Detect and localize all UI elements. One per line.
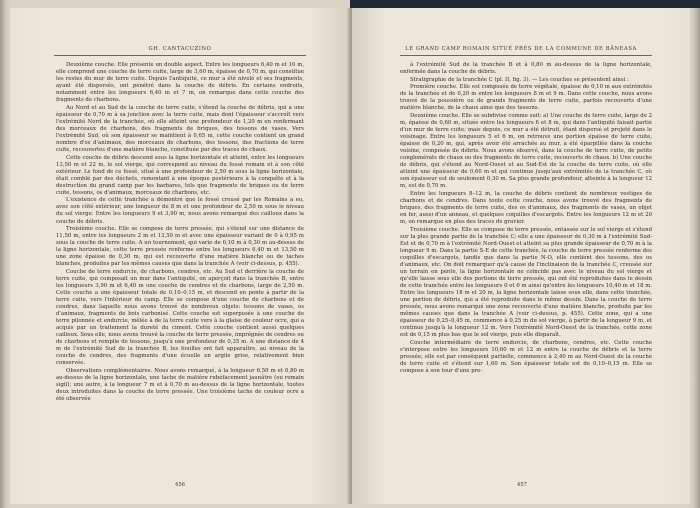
right-page-text	[400, 62, 652, 375]
running-head-right: LE GRAND CAMP ROMAIN SITUÉ PRÈS DE LA COMMUNE DE BĂNEASA	[405, 46, 637, 52]
paragraph: L'existence de cette tranchée a démontré que le fossé creusé par les Romains a eu, avec son côté extérieur, une longueur de 8 m et une profondeur de 2,50 m sous le niveau du sol vierge. Entre les longueurs 9 et 3,90 m, nous avons remarqué des cailloux dans la couche de débris.	[56, 197, 304, 225]
running-head-left: GH. CANTACUZINO	[148, 46, 212, 52]
paragraph: Deuxième couche. Elle présente un double aspect. Entre les longueurs 6,40 m et 10 m, elle comprend une couche de terre cuite, large de 3,60 m, épaisse de 0,70 m, qui constitue les restes du mur de terre cuite. Depuis l'antiquité, ce mur a été nivelé et ses fragments, ayant été dispersés, ont pénétré dans la couche de débris. En certains endroits, notamment entre les longueurs 6,40 m et 7 m, on remarque dans cette couche des fragments de charbons.	[56, 62, 304, 104]
right-page	[352, 8, 690, 504]
paragraph: Troisième couche. Elle se compose de terre pressée, entassée sur le sol vierge et s'étend sur la plus grande partie de la tranchée C; elle a une épaisseur de 0,30 m à l'extrémité Sud-Est et de 0,70 m à l'extrémité Nord-Ouest et atteint sa plus grande épaisseur de 0,70 m à la longueur 9 m. Dans la partie S-E de cette tranchée, la couche de terre pressée renferme des coquilles d'escargots, tandis que dans la partie N-O, elle contient des tessons, des os d'animaux, etc. On doit remarquer qu'à cause de l'inclinaison de la tranchée C, creusée sur un terrain en pente, la ligne horizontale ne coïncide pas avec le niveau du sol vierge et qu'elle laisse sous elle des portions de terre pressée, qui ont été reproduites dans le dessin de cette tranchée entre les longueurs 0 et 6 m ainsi qu'entre les longueurs 10,40 m et 18 m. Entre les longueurs 18 m et 20 m, la ligne horizontale laisse sous elle, dans cette tranchée, une portion de débris, qui a été reproduite dans le même dessin. Dans la couche de terre pressée, nous avons remarqué une zone recouverte d'une matière blanche, produite par les mêmes causes que dans la tranchée A (voir ci-dessus, p. 455). Cette zone, qui a une épaisseur de 0,25–0,45 m, commence à 0,25 m du sol vierge, à partir de la longueur 9 m, et continue jusqu'à la longueur 12 m. Vers l'extrémité Nord-Ouest de la tranchée, cette zone est de 0,15 m plus bas que le sol vierge, puis elle disparaît.	[400, 226, 652, 339]
paragraph: Au Nord et au Sud de la couche de terre cuite, s'étend la couche de débris, qui a une épaisseur de 0,70 m à sa jonction avec la terre cuite, mais dont l'épaisseur s'accroît vers l'extrémité Nord de la tranchée, où elle atteint une profondeur de 1,20 m en renfermant des morceaux de charbons, des fragments de briques, des tessons de vases. Vers l'extrémité Sud, où son épaisseur se maintient à 0,65 m, cette couche contient un grand nombre d'os d'animaux, des morceaux de charbons, des tessons, des fractions de terre cuite, recouvertes d'une matière blanche, constituée par des traces de chaux.	[56, 104, 304, 154]
paragraph: Couche de terre endurcie, de charbons, cendres, etc. Au Sud et derrière la couche de terre cuite, qui composait un mur dans l'antiquité, on aperçoit dans la tranchée B, entre les longueurs 3,90 m et 6,40 m une couche de cendres et de charbons, large de 2,50 m. Cette couche a une épaisseur totale de 0,10–0,15 m, et descend en pente à partir de la terre cuite, vers l'intérieur du camp. Elle se compose d'une couche de charbons et de cendres, dans laquelle nous avons trouvé de nombreux objets: tessons de vases, os d'animaux, fragments de bois carbonisé. Cette couche est superposée à une couche de terre pilonnée et endurcie, mêlée à de la terre cuite vers à la glaise de couleur ocre, qui a acquis par un traitement la dureté du ciment. Cette couche contient aussi quelques cailloux. Sous elle, nous avons trouvé la couche de terre pressée, imprégnée de cendres ou de charbons et remplie de tessons, jusqu'à une profondeur de 0,35 m. A une distance de 4 m de l'extrémité Sud de la tranchée B, les fouilles ont fait apparaître, au niveau de la couche de cendres, des fragments d'une écuelle en argile grise, relativement bien conservée.	[56, 268, 304, 367]
paragraph: Entre les longueurs 8–12 m, la couche de débris contient de nombreux vestiges de charbons et de cendres. Dans toute cette couche, nous avons trouvé des fragments de briques, des fragments de terre cuite, des os d'animaux, des fragments de vases, un objet en fer, aussi d'un anneau, et quelques coquilles d'escargots. Entre les longueurs 12 m et 20 m, on remarque en plus des traces de gravier.	[400, 190, 652, 226]
header-rule-right	[400, 55, 652, 56]
paragraph: Première couche. Elle est composée de terre végétale, épaisse de 0,10 m aux extrémités de la tranchée et de 0,20 m entre les longueurs 8 m et 9 m. Dans cette couche, nous avons trouvé de la poussière ou de grands fragments de terre cuite, parfois recouverts d'une matière blanche, de la chaux ainsi que des tessons.	[400, 84, 652, 112]
paragraph: Observations complémentaires. Nous avons remarqué, à la longueur 6,50 m et 0,80 m au-dessus de la ligne horizontale, une tache de matière rubéfacement jaunâtre (ou romain sigil); une autre, à la longueur 7 m et à 0,70 m au-dessus de la ligne horizontale, toutes deux introduites dans la couche de terre pressée. Une troisième tache de couleur ocre a été observée	[56, 368, 304, 403]
paragraph: Cette couche de débris descend sous la ligne horizontale et atteint, entre les longueurs 13,50 m et 22 m, le sol vierge, qui correspond au niveau du fossé romain et à son côté extérieur. Le fond de ce fossé, situé à une profondeur de 2,50 m sous la ligne horizontale, était comblé par des déchets, remontant à une époque postérieure à la conquête et à la destruction du grand camp par les barbares, tels que fragments de briques ou de terre cuite, tessons, os d'animaux, morceaux de charbons, etc.	[56, 154, 304, 196]
paragraph: Deuxième couche. Elle se subdivise comme suit: a) Une couche de terre cuite, large de 2 m, épaisse de 0,60 m, située entre les longueurs 6 et 8 m, qui dans l'antiquité faisait partie d'un mur de terre cuite; mais depuis, ce mur a été détruit, étant dispersé et projeté dans le voisinage. Entre les longueurs 5 et 6 m, on retrouve une portion épaisse de terre cuite, épaisse de 0,20 m, qui, après avoir été arrachée au mur, a été éparpillée dans la couche voisine, composée de débris. Nous avons observé, dans la couche de terre cuite, de petits conglomérats de chaux ou des fragments de terre cuite, recouverts de chaux. b) Une couche de débris, qui s'étend au Nord-Ouest et au Sud-Est de la couche de terre cuite, où elle atteint une épaisseur de 0,60 m et qui continue jusqu'aux extrémités de la tranchée C, où son épaisseur est de seulement 0,30 m. Sa plus grande profondeur, atteinte à la longueur 12 m, est de 0,70 m.	[400, 112, 652, 190]
paragraph: à l'extrémité Sud de la tranchée B et à 0,80 m au-dessus de la ligne horizontale, enfermée dans la couche de débris.	[400, 62, 652, 76]
page-number-left: 456	[175, 482, 185, 488]
section-heading: Stratigraphie de la tranchée C (pl. II, fig. 3). — Les couches se présentent ainsi :	[410, 76, 629, 83]
paragraph: Troisième couche. Elle se compose de terre pressée, qui s'étend sur une distance de 11,50 m, entre les longueurs 2 m et 13,50 m et avec une épaisseur variant de 0 à 0,95 m sous la couche de terre cuite. A un tournement, qui varie de 0,10 m à 0,30 m au-dessus de la ligne horizontale, cette terre pressée renferme entre les longueurs 6,40 m et 13,50 m une zone épaisse de 0,30 m, qui est recouverte d'une matière blanche ou de taches blanches, produites par les mêmes causes que dans la tranchée A (voir ci-dessus, p. 455).	[56, 226, 304, 268]
page-number-right: 457	[517, 482, 527, 488]
left-page-text	[56, 62, 304, 403]
header-rule-left	[54, 55, 306, 56]
book-cover-edge	[350, 0, 700, 8]
left-page	[10, 8, 350, 504]
paragraph: Couche intermédiaire de terre endurcie, de charbons, cendres, etc. Cette couche s'interpose entre les longueurs 10,60 m et 12 m entre la couche de débris et la terre pressée; elle est par conséquent partielle, commence à 2,40 m au Nord-Ouest de la couche de terre cuite et s'étend sur 1,60 m. Son épaisseur totale est de 0,10–0,15 m. Elle se compose à son tour d'une pre-	[400, 339, 652, 375]
